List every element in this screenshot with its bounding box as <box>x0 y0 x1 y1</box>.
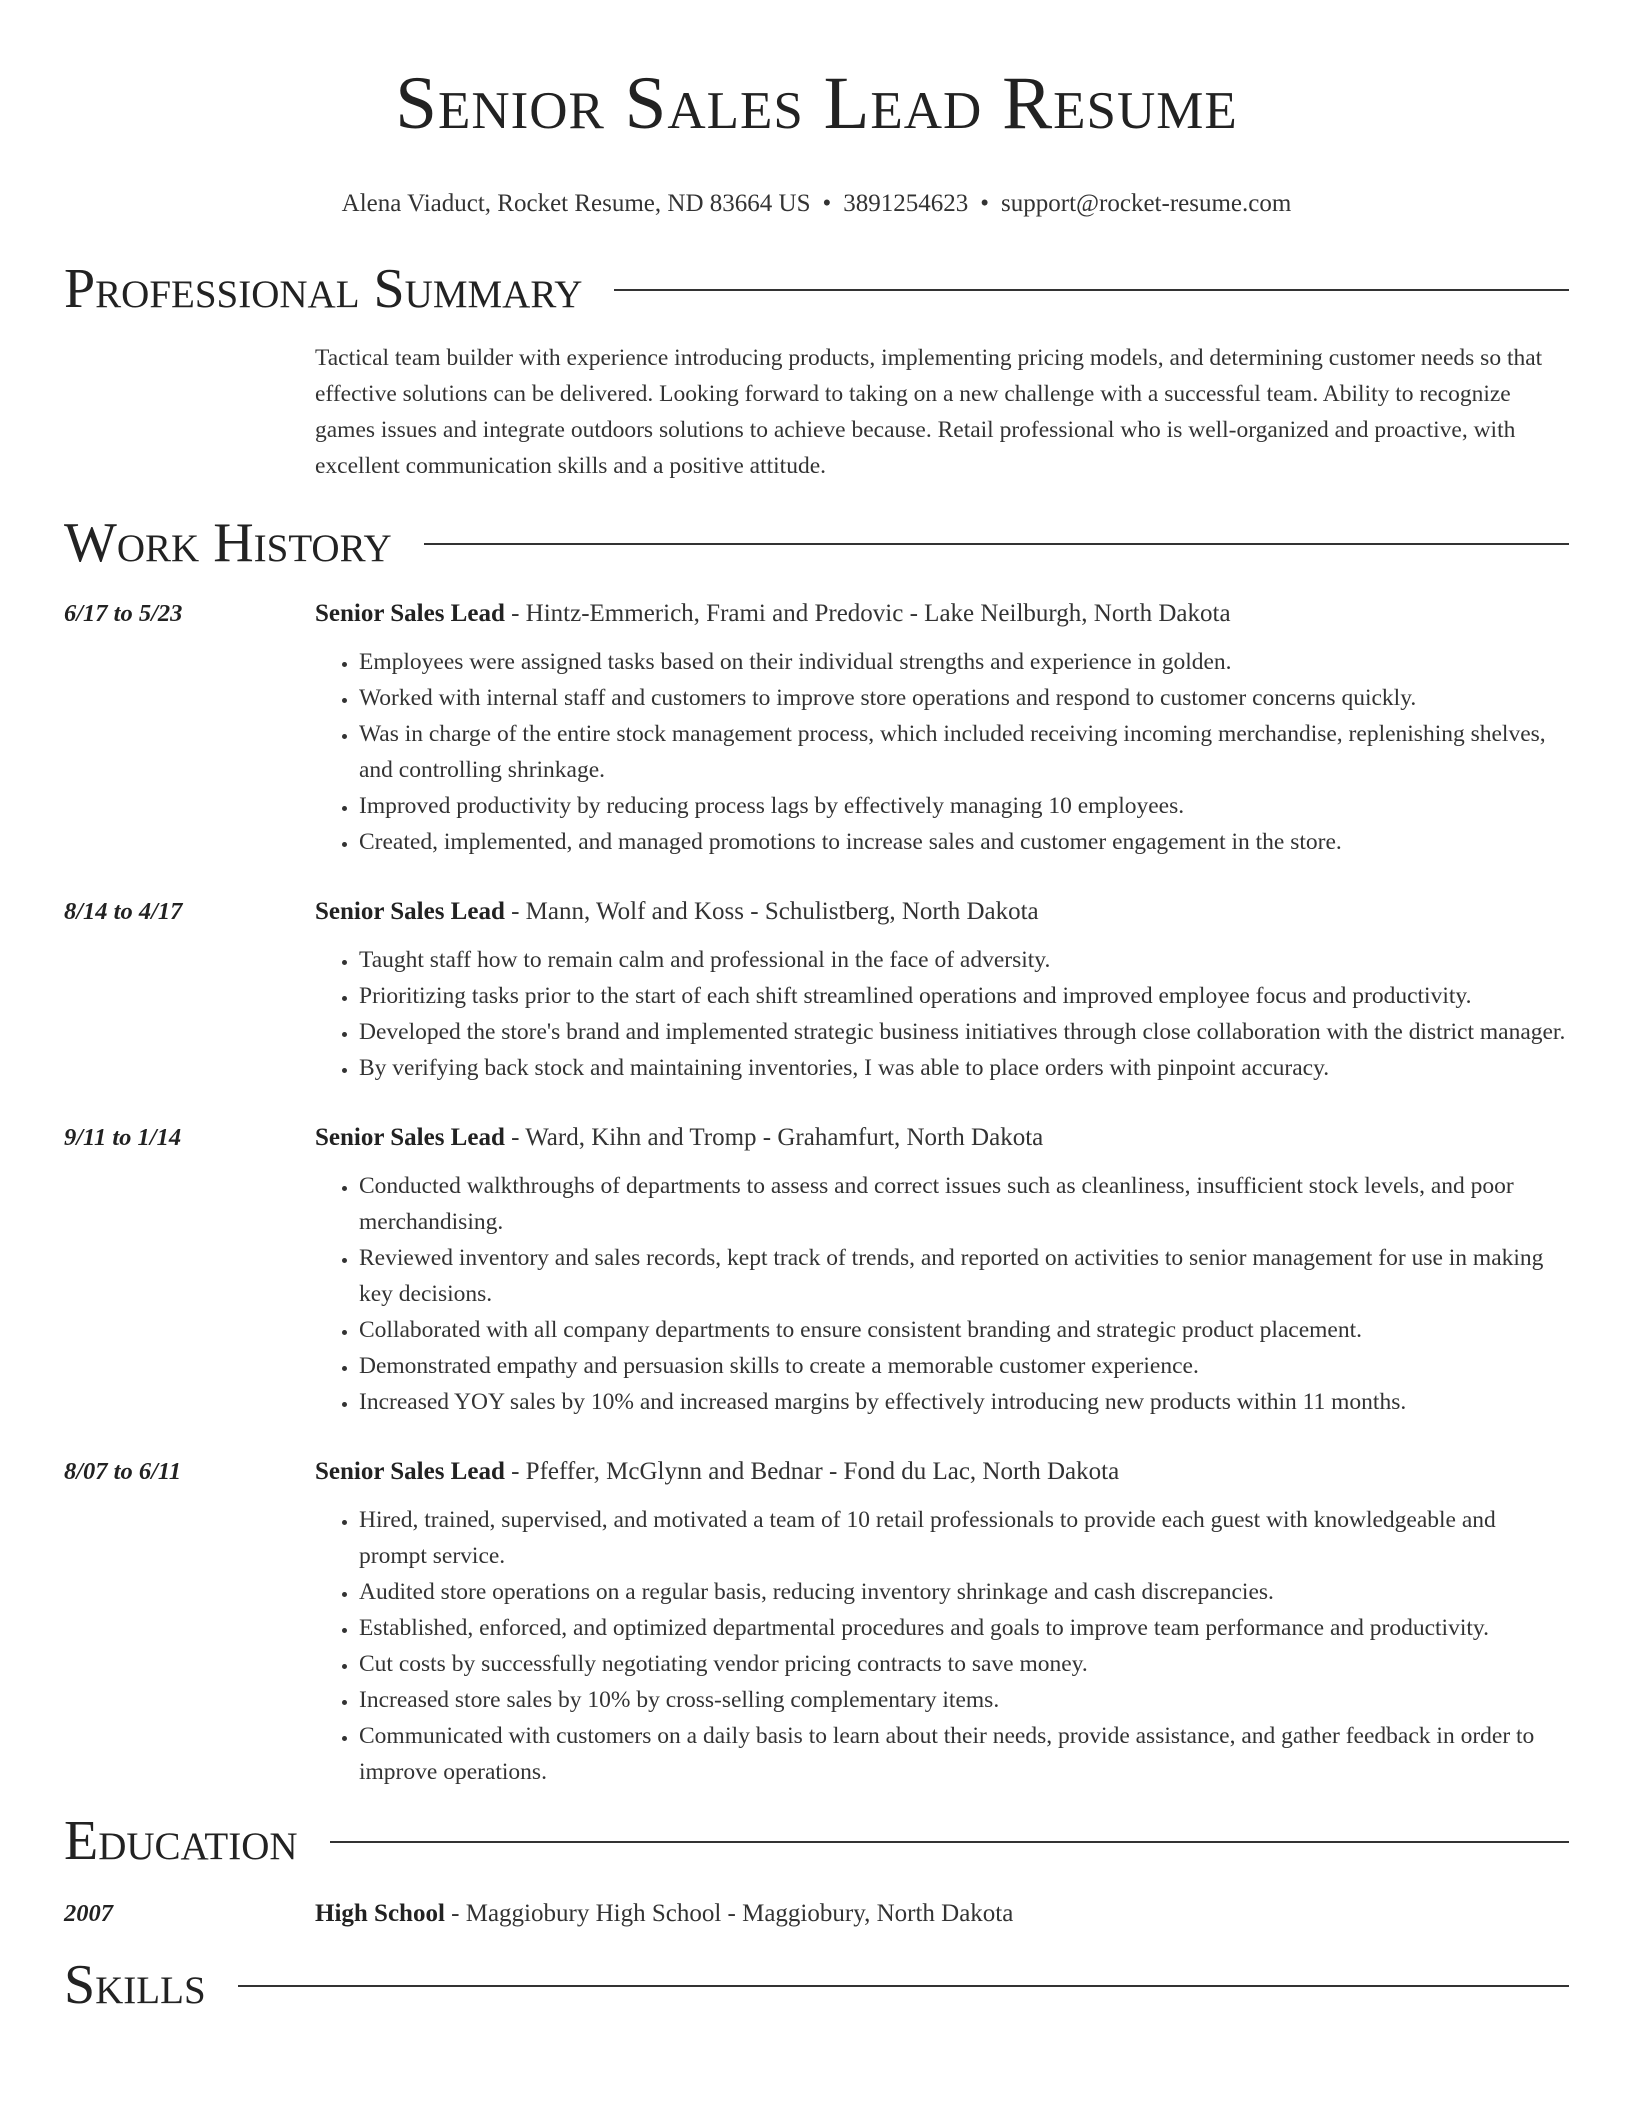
education-degree: High School <box>315 1900 445 1927</box>
list-item: • Reviewed inventory and sales records, kept track of trends, and reported on activities to senior management for use in making key decisions. <box>359 1240 1569 1312</box>
job-bullets <box>315 1502 1569 1790</box>
list-item: • Increased YOY sales by 10% and increased margins by effectively introducing new products within 11 months. <box>359 1384 1569 1420</box>
list-item: • By verifying back stock and maintaining inventories, I was able to place orders with pinpoint accuracy. <box>359 1050 1569 1086</box>
job-role: Senior Sales Lead <box>315 1458 505 1485</box>
job-bullets <box>315 644 1569 860</box>
contact-email: support@rocket-resume.com <box>1001 190 1292 217</box>
job-dates: 8/14 to 4/17 <box>64 898 183 925</box>
list-item: • Improved productivity by reducing process lags by effectively managing 10 employees. <box>359 788 1569 824</box>
job-role: Senior Sales Lead <box>315 600 505 627</box>
job-headline <box>315 1120 1569 1156</box>
section-divider <box>238 1985 1569 1987</box>
list-item: • Collaborated with all company departments to ensure consistent branding and strategic product placement. <box>359 1312 1569 1348</box>
education-entry <box>64 1896 1569 1932</box>
list-item: • Employees were assigned tasks based on their individual strengths and experience in golden. <box>359 644 1569 680</box>
summary-text: Tactical team builder with experience introducing products, implementing pricing models, and determining customer needs so that effective solutions can be delivered. Looking forward to taking on a new challenge with a successful team. Ability to recognize games issues and integrate outdoors solutions to achieve because. Retail professional who is well-organized and proactive, with excellent communication skills and a positive attitude. <box>315 345 1543 479</box>
job-bullets <box>315 942 1569 1086</box>
job-details: - Ward, Kihn and Tromp - Grahamfurt, North Dakota <box>504 1124 1044 1151</box>
section-title: Education <box>64 1810 298 1872</box>
section-divider <box>330 1841 1569 1843</box>
education-year: 2007 <box>64 1900 113 1927</box>
list-item: • Audited store operations on a regular basis, reducing inventory shrinkage and cash discrepancies. <box>359 1574 1569 1610</box>
job-entry <box>64 596 1569 860</box>
job-entry <box>64 1120 1569 1420</box>
section-header-skills <box>64 1954 1569 2016</box>
job-details: - Mann, Wolf and Koss - Schulistberg, North Dakota <box>504 898 1039 925</box>
job-dates: 6/17 to 5/23 <box>64 600 183 627</box>
separator-dot: • <box>980 190 990 217</box>
list-item: • Was in charge of the entire stock management process, which included receiving incoming merchandise, replenishing shelves, and controlling shrinkage. <box>359 716 1569 788</box>
list-item: • Increased store sales by 10% by cross-selling complementary items. <box>359 1682 1569 1718</box>
list-item: • Taught staff how to remain calm and professional in the face of adversity. <box>359 942 1569 978</box>
education-details: - Maggiobury High School - Maggiobury, North Dakota <box>444 1900 1014 1927</box>
section-header-education <box>64 1810 1569 1872</box>
job-entry <box>64 894 1569 1086</box>
job-headline <box>315 894 1569 930</box>
job-headline <box>315 596 1569 632</box>
list-item: • Cut costs by successfully negotiating vendor pricing contracts to save money. <box>359 1646 1569 1682</box>
list-item: • Demonstrated empathy and persuasion skills to create a memorable customer experience. <box>359 1348 1569 1384</box>
job-role: Senior Sales Lead <box>315 898 505 925</box>
section-header-work <box>64 512 1569 574</box>
page-title: Senior Sales Lead Resume <box>395 62 1238 145</box>
job-dates: 9/11 to 1/14 <box>64 1124 182 1151</box>
section-title: Skills <box>64 1954 206 2016</box>
section-header-summary <box>64 258 1569 320</box>
list-item: • Prioritizing tasks prior to the start of each shift streamlined operations and improved employee focus and productivity. <box>359 978 1569 1014</box>
job-headline <box>315 1454 1569 1490</box>
contact-phone: 3891254623 <box>843 190 969 217</box>
section-divider <box>424 543 1569 545</box>
education-headline <box>315 1896 1013 1932</box>
job-dates: 8/07 to 6/11 <box>64 1458 182 1485</box>
work-history-list <box>64 596 1569 1790</box>
job-role: Senior Sales Lead <box>315 1124 505 1151</box>
list-item: • Established, enforced, and optimized departmental procedures and goals to improve team performance and productivity. <box>359 1610 1569 1646</box>
job-bullets <box>315 1168 1569 1420</box>
job-details: - Pfeffer, McGlynn and Bednar - Fond du Lac, North Dakota <box>504 1458 1120 1485</box>
list-item: • Communicated with customers on a daily basis to learn about their needs, provide assistance, and gather feedback in order to improve operations. <box>359 1718 1569 1790</box>
list-item: • Developed the store's brand and implemented strategic business initiatives through close collaboration with the district manager. <box>359 1014 1569 1050</box>
list-item: • Worked with internal staff and customers to improve store operations and respond to customer concerns quickly. <box>359 680 1569 716</box>
job-entry <box>64 1454 1569 1790</box>
list-item: • Created, implemented, and managed promotions to increase sales and customer engagement in the store. <box>359 824 1569 860</box>
contact-line <box>64 188 1569 220</box>
list-item: • Conducted walkthroughs of departments to assess and correct issues such as cleanliness, insufficient stock levels, and poor merchandising. <box>359 1168 1569 1240</box>
job-details: - Hintz-Emmerich, Frami and Predovic - Lake Neilburgh, North Dakota <box>504 600 1231 627</box>
section-title: Professional Summary <box>64 258 583 320</box>
section-title: Work History <box>64 512 392 574</box>
contact-address: Alena Viaduct, Rocket Resume, ND 83664 US <box>341 190 811 217</box>
section-divider <box>614 289 1569 291</box>
separator-dot: • <box>822 190 832 217</box>
list-item: • Hired, trained, supervised, and motivated a team of 10 retail professionals to provide each guest with knowledgeable and prompt service. <box>359 1502 1569 1574</box>
